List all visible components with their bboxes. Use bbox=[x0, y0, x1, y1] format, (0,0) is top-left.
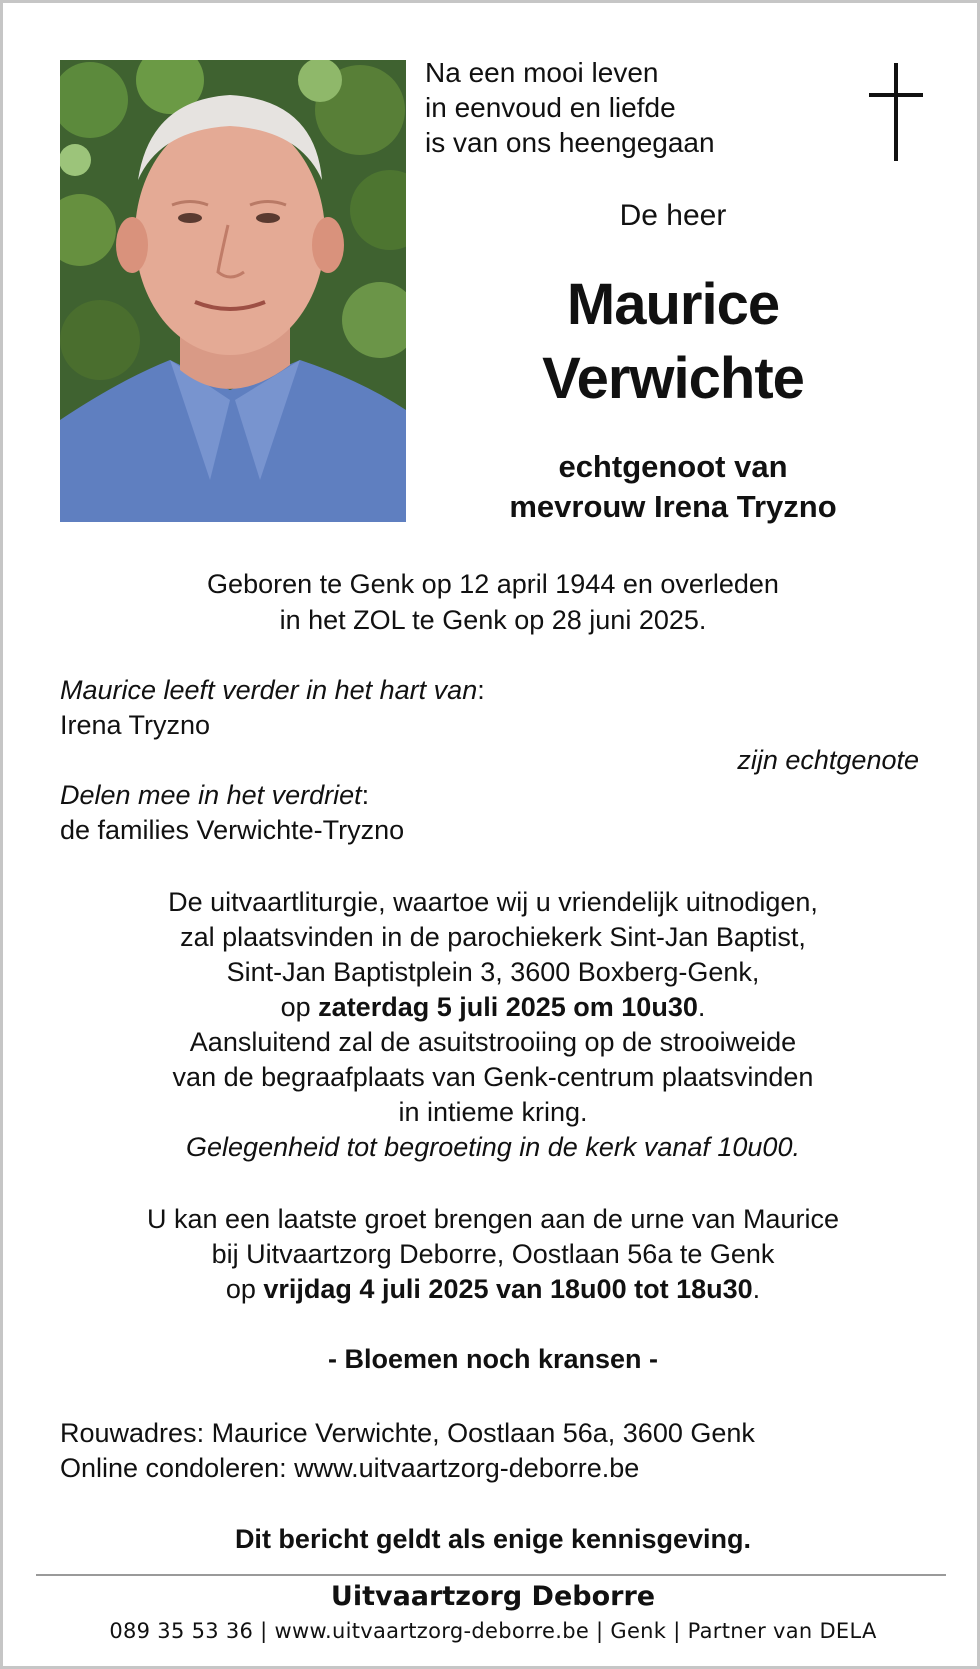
cross-icon bbox=[865, 63, 927, 161]
last-name: Verwichte bbox=[542, 346, 804, 411]
portrait-illustration bbox=[60, 60, 406, 522]
first-name: Maurice bbox=[566, 272, 780, 337]
deceased-name bbox=[423, 268, 923, 416]
heart-colon: : bbox=[477, 675, 485, 705]
dates-line-1: Geboren te Genk op 12 april 1944 en overleden bbox=[207, 569, 779, 599]
liturgy-line-8 bbox=[3, 1130, 980, 1165]
funeral-home-name: Uitvaartzorg Deborre bbox=[330, 1581, 656, 1612]
obituary-card bbox=[3, 3, 977, 1666]
urn-line-3 bbox=[3, 1272, 980, 1307]
intro-verse bbox=[425, 55, 715, 160]
spouse-name: Irena Tryzno bbox=[60, 710, 211, 740]
urn-date-suffix: . bbox=[752, 1274, 761, 1304]
intro-line: Na een mooi leven bbox=[425, 57, 659, 88]
spouse-info bbox=[423, 447, 923, 527]
liturgy-date-suffix: . bbox=[697, 992, 706, 1022]
liturgy-date: zaterdag 5 juli 2025 om 10u30 bbox=[318, 992, 698, 1022]
liturgy-line-4 bbox=[3, 990, 980, 1025]
greeting-note: Gelegenheid tot begroeting in de kerk vanaf 10u00. bbox=[186, 1132, 800, 1162]
liturgy-line-3: Sint-Jan Baptistplein 3, 3600 Boxberg-Genk, bbox=[226, 957, 760, 987]
family-heart-heading bbox=[60, 673, 485, 708]
spouse-line-2: mevrouw Irena Tryzno bbox=[509, 489, 837, 524]
liturgy-line-1: De uitvaartliturgie, waartoe wij u vriendelijk uitnodigen, bbox=[168, 887, 818, 917]
mourning-address: Rouwadres: Maurice Verwichte, Oostlaan 56a, 3600 Genk bbox=[60, 1418, 755, 1448]
liturgy-line-5: Aansluitend zal de asuitstrooiing op de strooiweide bbox=[189, 1027, 797, 1057]
liturgy-line-2: zal plaatsvinden in de parochiekerk Sint-Jan Baptist, bbox=[180, 922, 806, 952]
liturgy-line-6: van de begraafplaats van Genk-centrum plaatsvinden bbox=[172, 1062, 814, 1092]
flowers-notice: - Bloemen noch kransen - bbox=[327, 1344, 659, 1374]
birth-death-dates bbox=[3, 566, 980, 638]
honorific-title: De heer bbox=[619, 199, 727, 232]
family-share-heading bbox=[60, 778, 369, 813]
spouse-line-1: echtgenoot van bbox=[558, 449, 788, 484]
urn-date-prefix: op bbox=[225, 1274, 264, 1304]
dates-line-2: in het ZOL te Genk op 28 juni 2025. bbox=[279, 605, 707, 635]
urn-line-1: U kan een laatste groet brengen aan de urne van Maurice bbox=[147, 1204, 839, 1234]
intro-line: is van ons heengegaan bbox=[425, 127, 715, 158]
share-label: Delen mee in het verdriet bbox=[60, 780, 362, 810]
heart-label: Maurice leeft verder in het hart van bbox=[60, 675, 478, 705]
sole-notice: Dit bericht geldt als enige kennisgeving. bbox=[234, 1524, 752, 1554]
intro-line: in eenvoud en liefde bbox=[425, 92, 676, 123]
families-names: de families Verwichte-Tryzno bbox=[60, 815, 405, 845]
urn-line-2: bij Uitvaartzorg Deborre, Oostlaan 56a te Genk bbox=[211, 1239, 775, 1269]
spouse-role: zijn echtgenote bbox=[737, 745, 919, 775]
liturgy-date-prefix: op bbox=[280, 992, 319, 1022]
urn-date: vrijdag 4 juli 2025 van 18u00 tot 18u30 bbox=[263, 1274, 753, 1304]
portrait-photo bbox=[60, 60, 406, 522]
share-colon: : bbox=[361, 780, 370, 810]
liturgy-line-7: in intieme kring. bbox=[398, 1097, 588, 1127]
urn-visit-info bbox=[3, 1202, 980, 1307]
liturgy-info bbox=[3, 885, 980, 1165]
funeral-home-info: 089 35 53 36 | www.uitvaartzorg-deborre.be | Genk | Partner van DELA bbox=[109, 1619, 877, 1643]
footer-divider bbox=[36, 1574, 946, 1576]
online-condolences: Online condoleren: www.uitvaartzorg-deborre.be bbox=[60, 1453, 640, 1483]
